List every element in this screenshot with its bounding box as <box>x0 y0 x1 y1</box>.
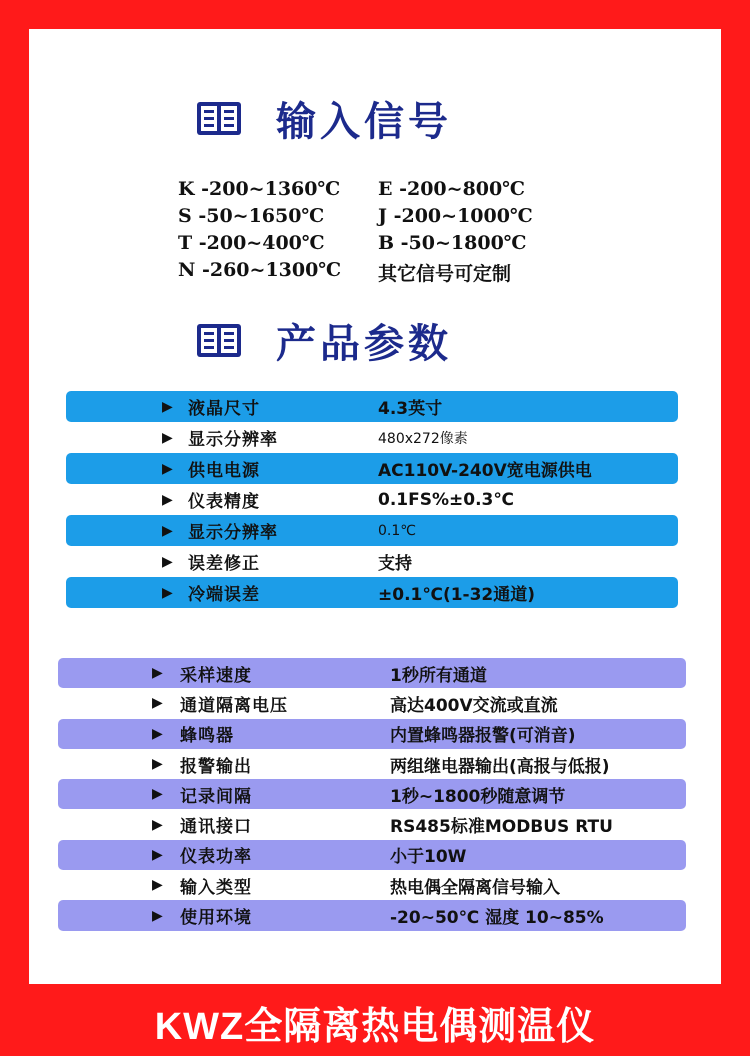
arrow-icon: ▶ <box>152 665 163 682</box>
spec-value: -20~50℃ 湿度 10~85% <box>390 908 604 929</box>
arrow-icon: ▶ <box>162 553 173 570</box>
spec-value: 小于10W <box>390 847 467 868</box>
table-row <box>58 658 686 688</box>
table-row <box>66 422 678 453</box>
table-row <box>66 577 678 608</box>
table-row <box>58 900 686 930</box>
spec-label: 输入类型 <box>180 877 252 898</box>
arrow-icon: ▶ <box>162 398 173 415</box>
signal-row <box>178 259 533 286</box>
section-heading-input <box>196 88 452 148</box>
arrow-icon: ▶ <box>152 786 163 803</box>
table-row <box>58 719 686 749</box>
table-row <box>58 809 686 839</box>
book-icon <box>196 98 242 138</box>
table-row <box>66 391 678 422</box>
signal-range: B -50~1800℃ <box>378 232 527 254</box>
spec-label: 液晶尺寸 <box>188 399 260 419</box>
spec-label: 供电电源 <box>188 461 260 481</box>
signal-range: E -200~800℃ <box>378 178 525 200</box>
signal-range: S -50~1650℃ <box>178 205 325 227</box>
table-row <box>58 688 686 718</box>
spec-label: 蜂鸣器 <box>180 726 234 747</box>
spec-table-primary <box>66 391 678 608</box>
spec-value: 0.1FS%±0.3℃ <box>378 489 514 510</box>
signal-range: N -260~1300℃ <box>178 259 342 281</box>
spec-label: 采样速度 <box>180 665 252 686</box>
signal-range: K -200~1360℃ <box>178 178 341 200</box>
signal-row <box>178 232 533 259</box>
table-row <box>58 749 686 779</box>
spec-value: 两组继电器输出(高报与低报) <box>390 756 610 777</box>
book-icon <box>196 320 242 360</box>
arrow-icon: ▶ <box>162 522 173 539</box>
spec-table-secondary <box>58 658 686 931</box>
table-row <box>58 779 686 809</box>
spec-value: 1秒~1800秒随意调节 <box>390 786 566 807</box>
arrow-icon: ▶ <box>152 756 163 773</box>
spec-value: 支持 <box>378 554 412 574</box>
spec-label: 冷端误差 <box>188 585 260 605</box>
arrow-icon: ▶ <box>152 877 163 894</box>
spec-label: 通道隔离电压 <box>180 695 288 716</box>
section-heading-params <box>196 310 452 370</box>
arrow-icon: ▶ <box>162 491 173 508</box>
spec-value: 内置蜂鸣器报警(可消音) <box>390 726 576 747</box>
spec-value: 0.1℃ <box>378 522 416 539</box>
spec-value: RS485标准MODBUS RTU <box>390 817 613 838</box>
spec-value: 热电偶全隔离信号输入 <box>390 877 560 898</box>
signal-range: T -200~400℃ <box>178 232 325 254</box>
table-row <box>66 546 678 577</box>
signal-range: 其它信号可定制 <box>378 263 512 285</box>
table-row <box>58 870 686 900</box>
spec-value: AC110V-240V宽电源供电 <box>378 461 592 481</box>
spec-value: 1秒所有通道 <box>390 665 487 686</box>
spec-label: 通讯接口 <box>180 817 252 838</box>
spec-value: 高达400V交流或直流 <box>390 695 558 716</box>
table-row <box>66 453 678 484</box>
section-title: 产品参数 <box>276 320 452 367</box>
signal-list <box>178 178 533 286</box>
table-row <box>66 515 678 546</box>
table-row <box>58 840 686 870</box>
arrow-icon: ▶ <box>152 907 163 924</box>
spec-label: 记录间隔 <box>180 786 252 807</box>
signal-range: J -200~1000℃ <box>378 205 533 227</box>
signal-row <box>178 178 533 205</box>
arrow-icon: ▶ <box>162 460 173 477</box>
spec-label: 仪表精度 <box>188 492 260 512</box>
spec-label: 使用环境 <box>180 908 252 929</box>
arrow-icon: ▶ <box>152 725 163 742</box>
spec-label: 报警输出 <box>180 756 252 777</box>
spec-value: ±0.1℃(1-32通道) <box>378 585 536 605</box>
spec-value: 4.3英寸 <box>378 399 443 419</box>
arrow-icon: ▶ <box>152 695 163 712</box>
table-row <box>66 484 678 515</box>
footer-product-name: KWZ全隔离热电偶测温仪 <box>154 1005 596 1048</box>
arrow-icon: ▶ <box>162 429 173 446</box>
spec-label: 显示分辨率 <box>188 523 278 543</box>
arrow-icon: ▶ <box>152 816 163 833</box>
spec-label: 误差修正 <box>188 554 260 574</box>
arrow-icon: ▶ <box>162 584 173 601</box>
arrow-icon: ▶ <box>152 846 163 863</box>
signal-row <box>178 205 533 232</box>
spec-label: 显示分辨率 <box>188 430 278 450</box>
spec-label: 仪表功率 <box>180 847 252 868</box>
section-title: 输入信号 <box>276 98 452 145</box>
spec-value: 480x272像素 <box>378 430 468 447</box>
